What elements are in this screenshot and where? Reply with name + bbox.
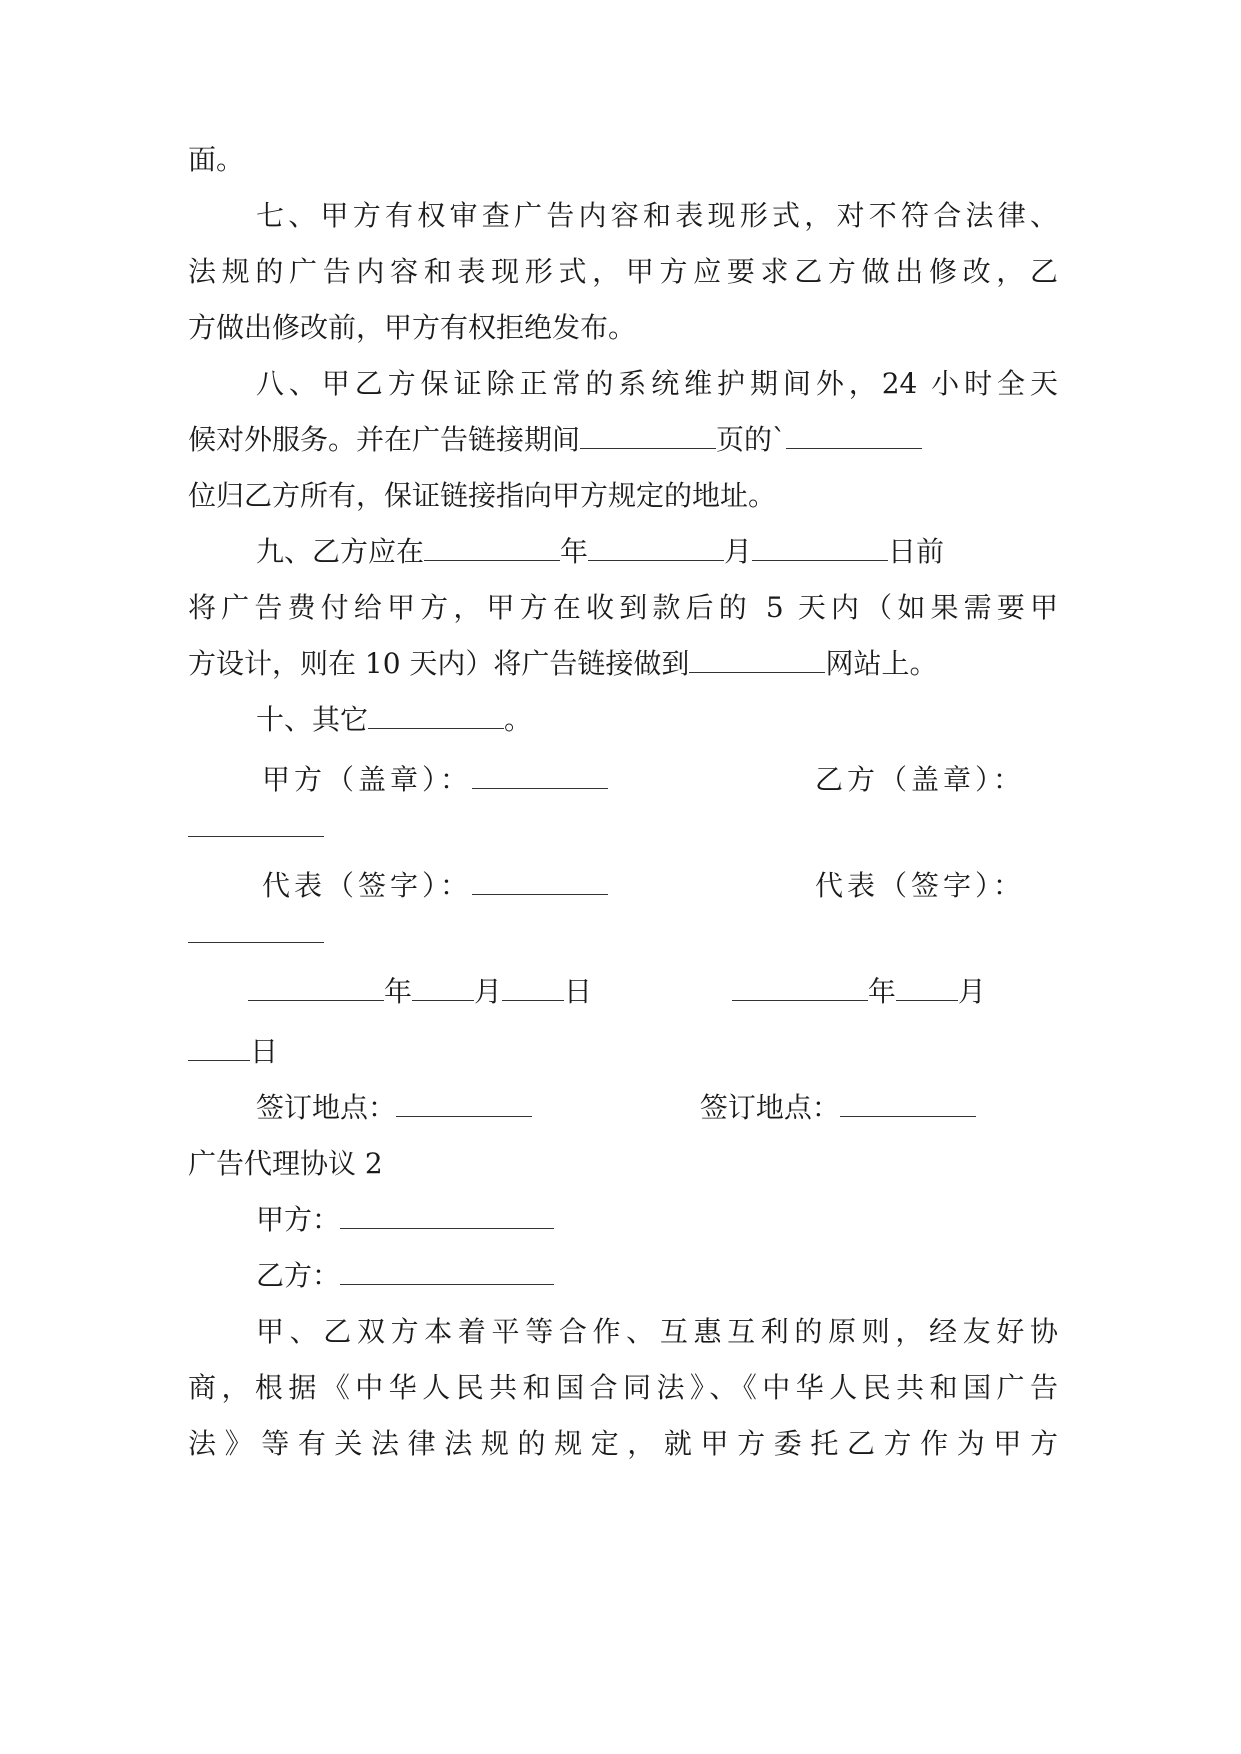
blank-field	[472, 866, 608, 895]
text-segment: 网站上。	[825, 647, 938, 680]
blank-field	[396, 1088, 532, 1117]
text-line	[188, 642, 1058, 686]
text-segment: 月	[724, 535, 753, 568]
text-segment: 页的`	[716, 423, 787, 456]
rep-a-label: 代表（签字）：	[262, 869, 473, 902]
text-segment: 九、乙方应在	[256, 535, 425, 568]
blank-field	[580, 420, 716, 449]
text-line	[188, 418, 1058, 462]
signing-place-line	[256, 1086, 1056, 1130]
blank-field	[472, 760, 608, 789]
blank-field	[412, 972, 474, 1001]
text-segment: 。	[504, 703, 533, 736]
blank-field	[188, 914, 324, 943]
text-segment: 方设计，则在 10 天内）将广告链接做到	[188, 647, 690, 680]
blank-field	[752, 532, 888, 561]
blank-field	[896, 972, 958, 1001]
clause-9-line	[256, 530, 1058, 574]
day-label: 日	[564, 975, 593, 1008]
year-label: 年	[384, 975, 413, 1008]
text-line: 方做出修改前，甲方有权拒绝发布。	[188, 311, 637, 344]
text-segment: 日前	[888, 535, 945, 568]
blank-field	[424, 532, 560, 561]
date-line	[248, 970, 1048, 1014]
clause-8-line: 八、甲乙方保证除正常的系统维护期间外，24 小时全天	[256, 367, 1058, 400]
party-a-line	[256, 1198, 1058, 1242]
party-a-seal	[262, 758, 608, 802]
text-segment: 十、其它	[256, 703, 369, 736]
blank-field	[732, 972, 868, 1001]
party-b-seal-label: 乙方（盖章）：	[815, 763, 1026, 796]
month-label: 月	[474, 975, 503, 1008]
text-line: 法规的广告内容和表现形式，甲方应要求乙方做出修改，乙	[188, 255, 1058, 288]
blank-field	[188, 1032, 250, 1061]
text-line	[188, 1030, 1058, 1074]
clause-7-line: 七、甲方有权审查广告内容和表现形式，对不符合法律、	[256, 199, 1058, 232]
blank-field	[248, 972, 384, 1001]
blank-field	[368, 700, 504, 729]
rep-b-label: 代表（签字）：	[815, 869, 1026, 902]
paragraph-line: 法》等有关法律法规的规定，就甲方委托乙方作为甲方	[188, 1427, 1058, 1460]
month-label: 月	[957, 975, 986, 1008]
text-segment: 年	[560, 535, 589, 568]
section-title: 广告代理协议 2	[188, 1147, 383, 1180]
clause-10-line	[256, 698, 1058, 742]
text-line: 面。	[188, 143, 245, 176]
paragraph-line: 甲、乙双方本着平等合作、互惠互利的原则，经友好协	[256, 1315, 1058, 1348]
text-line	[188, 912, 1058, 956]
paragraph-line: 商，根据《中华人民共和国合同法》、《中华人民共和国广告	[188, 1371, 1058, 1404]
party-a-label: 甲方：	[256, 1203, 341, 1236]
place-b-label: 签订地点：	[699, 1091, 840, 1124]
text-line: 位归乙方所有，保证链接指向甲方规定的地址。	[188, 479, 777, 512]
text-segment: 候对外服务。并在广告链接期间	[188, 423, 581, 456]
blank-field	[840, 1088, 976, 1117]
place-a-label: 签订地点：	[256, 1091, 397, 1124]
party-a-seal-label: 甲方（盖章）：	[262, 763, 473, 796]
blank-field	[588, 532, 724, 561]
blank-field	[340, 1200, 554, 1229]
blank-field	[188, 808, 324, 837]
text-line	[188, 806, 1058, 850]
party-b-line	[256, 1254, 1058, 1298]
party-b-label: 乙方：	[256, 1259, 341, 1292]
blank-field	[340, 1256, 554, 1285]
day-label: 日	[250, 1035, 279, 1068]
rep-a	[262, 864, 608, 908]
blank-field	[502, 972, 564, 1001]
blank-field	[689, 644, 825, 673]
blank-field	[786, 420, 922, 449]
year-label: 年	[867, 975, 896, 1008]
text-line: 将广告费付给甲方，甲方在收到款后的 5 天内（如果需要甲	[188, 591, 1058, 624]
